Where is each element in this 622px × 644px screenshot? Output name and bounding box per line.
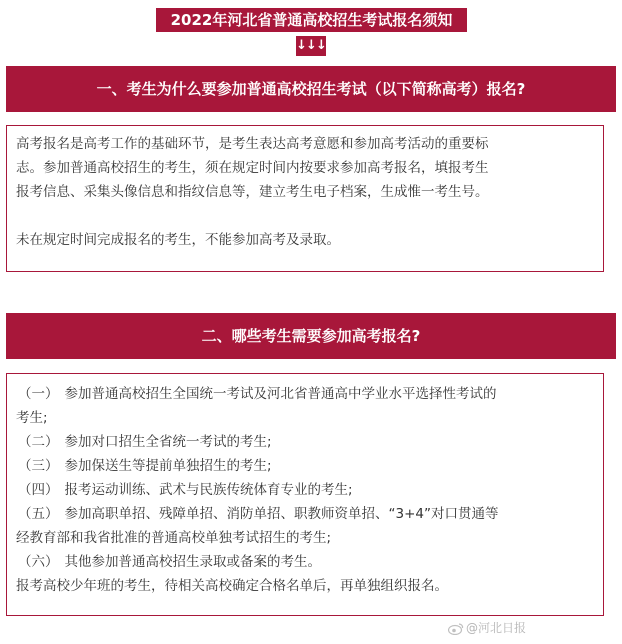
section-1-paragraph-2: 未在规定时间完成报名的考生，不能参加高考及录取。 <box>16 232 340 248</box>
list-item: （一） 参加普通高校招生全国统一考试及河北省普通高中学业水平选择性考试的 <box>18 386 497 402</box>
watermark-text: @河北日报 <box>466 621 527 635</box>
section-1-pointer-icon <box>301 111 327 112</box>
section-2-header-text: 二、哪些考生需要参加高考报名? <box>201 327 421 345</box>
down-arrows-icon: ↓↓↓ <box>296 36 326 56</box>
list-item: 经教育部和我省批准的普通高校单独考试招生的考生; <box>16 530 332 546</box>
section-2-header <box>6 313 616 359</box>
list-item: （三） 参加保送生等提前单独招生的考生; <box>18 458 272 474</box>
watermark <box>448 618 526 638</box>
list-item: （六） 其他参加普通高校招生录取或备案的考生。 <box>18 554 321 570</box>
section-1-paragraph-line: 志。参加普通高校招生的考生，须在规定时间内按要求参加高考报名，填报考生 <box>16 160 489 176</box>
list-item: （四） 报考运动训练、武术与民族传统体育专业的考生; <box>18 482 353 498</box>
list-item: 考生; <box>16 410 48 426</box>
section-2-closing: 报考高校少年班的考生，待相关高校确定合格名单后，再单独组织报名。 <box>16 578 448 594</box>
section-1-content <box>6 125 604 272</box>
weibo-icon <box>448 623 464 635</box>
list-item: （二） 参加对口招生全省统一考试的考生; <box>18 434 272 450</box>
page-title: 2022年河北省普通高校招生考试报名须知 <box>156 8 467 32</box>
section-1-paragraph-line: 高考报名是高考工作的基础环节，是考生表达高考意愿和参加高考活动的重要标 <box>16 136 489 152</box>
section-1-header <box>6 66 616 112</box>
section-1-header-text: 一、考生为什么要参加普通高校招生考试（以下简称高考）报名? <box>96 80 526 98</box>
section-2-pointer-icon <box>301 358 327 359</box>
section-2-content <box>6 373 604 616</box>
section-1-paragraph-line: 报考信息、采集头像信息和指纹信息等，建立考生电子档案，生成惟一考生号。 <box>16 184 489 200</box>
list-item: （五） 参加高职单招、残障单招、消防单招、职教师资单招、“3+4”对口贯通等 <box>18 506 499 522</box>
